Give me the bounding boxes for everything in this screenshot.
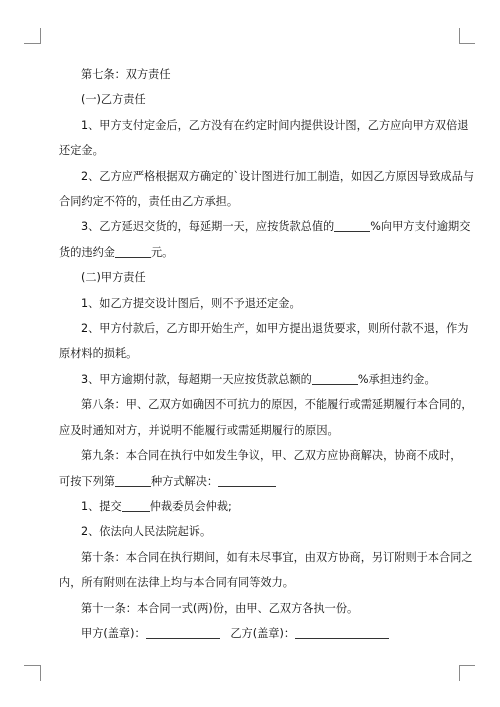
clause-b3-cont: 货的违约金 元。 <box>59 245 174 259</box>
crop-mark-top-left <box>40 28 41 44</box>
fill-blank[interactable] <box>115 245 151 258</box>
fill-blank[interactable] <box>146 626 220 639</box>
clause-a2-cont: 原材料的损耗。 <box>59 347 138 361</box>
article-10-cont: 内，所有附则在法律上均与本合同有同等效力。 <box>59 576 294 590</box>
article-9-cont: 可按下列第 种方式解决： <box>59 469 429 494</box>
article-9: 第九条：本合同在执行中如发生争议，甲、乙双方应协商解决，协商不成时， <box>81 449 462 463</box>
fill-blank[interactable] <box>218 474 276 487</box>
fill-blank[interactable] <box>295 626 389 639</box>
clause-a1: 1、如乙方提交设计图后，则不予退还定金。 <box>81 296 301 310</box>
option-1: 1、提交 仲裁委员会仲裁; <box>81 499 232 513</box>
option-2: 2、依法向人民法院起诉。 <box>81 525 212 539</box>
clause-b1-cont: 还定金。 <box>59 144 104 158</box>
crop-mark-bottom-right <box>459 665 460 681</box>
crop-mark-top-right <box>459 28 460 44</box>
clause-b1: 1、甲方支付定金后，乙方没有在约定时间内提供设计图，乙方应向甲方双倍退 <box>81 118 469 132</box>
fill-blank[interactable] <box>334 219 370 232</box>
crop-mark-top-left <box>24 43 40 44</box>
article-8: 第八条：甲、乙双方如确因不可抗力的原因，不能履行或需延期履行本合同的， <box>81 398 473 412</box>
signature-line: 甲方(盖章)： 乙方(盖章)： <box>81 621 429 646</box>
article-10: 第十条：本合同在执行期间，如有未尽事宜，由双方协商，另订附则于本合同之 <box>81 550 473 564</box>
crop-mark-bottom-left <box>24 665 40 666</box>
fill-blank[interactable] <box>115 474 151 487</box>
contract-body <box>59 62 475 646</box>
crop-mark-top-right <box>459 43 475 44</box>
party-a-responsibility-heading: (二)甲方责任 <box>81 271 146 285</box>
crop-mark-bottom-right <box>459 665 475 666</box>
article-8-cont: 应及时通知对方，并说明不能履行或需延期履行的原因。 <box>59 423 339 437</box>
clause-a3: 3、甲方逾期付款，每超期一天应按货款总额的 %承担违约金。 <box>81 372 436 386</box>
fill-blank[interactable] <box>122 499 150 512</box>
crop-mark-bottom-left <box>40 665 41 681</box>
article-7-heading: 第七条：双方责任 <box>81 68 171 81</box>
clause-b3: 3、乙方延迟交货的，每延期一天，应按货款总值的 %向甲方支付逾期交 <box>81 220 471 234</box>
party-b-responsibility-heading: (一)乙方责任 <box>81 93 146 107</box>
clause-a2: 2、甲方付款后，乙方即开始生产，如甲方提出退货要求，则所付款不退，作为 <box>81 322 469 336</box>
clause-b2: 2、乙方应严格根据双方确定的`设计图进行加工制造，如因乙方原因导致成品与 <box>81 169 475 183</box>
article-11: 第十一条：本合同一式(两)份，由甲、乙双方各执一份。 <box>81 601 359 615</box>
clause-b2-cont: 合同约定不符的，责任由乙方承担。 <box>59 195 239 209</box>
fill-blank[interactable] <box>312 372 358 385</box>
